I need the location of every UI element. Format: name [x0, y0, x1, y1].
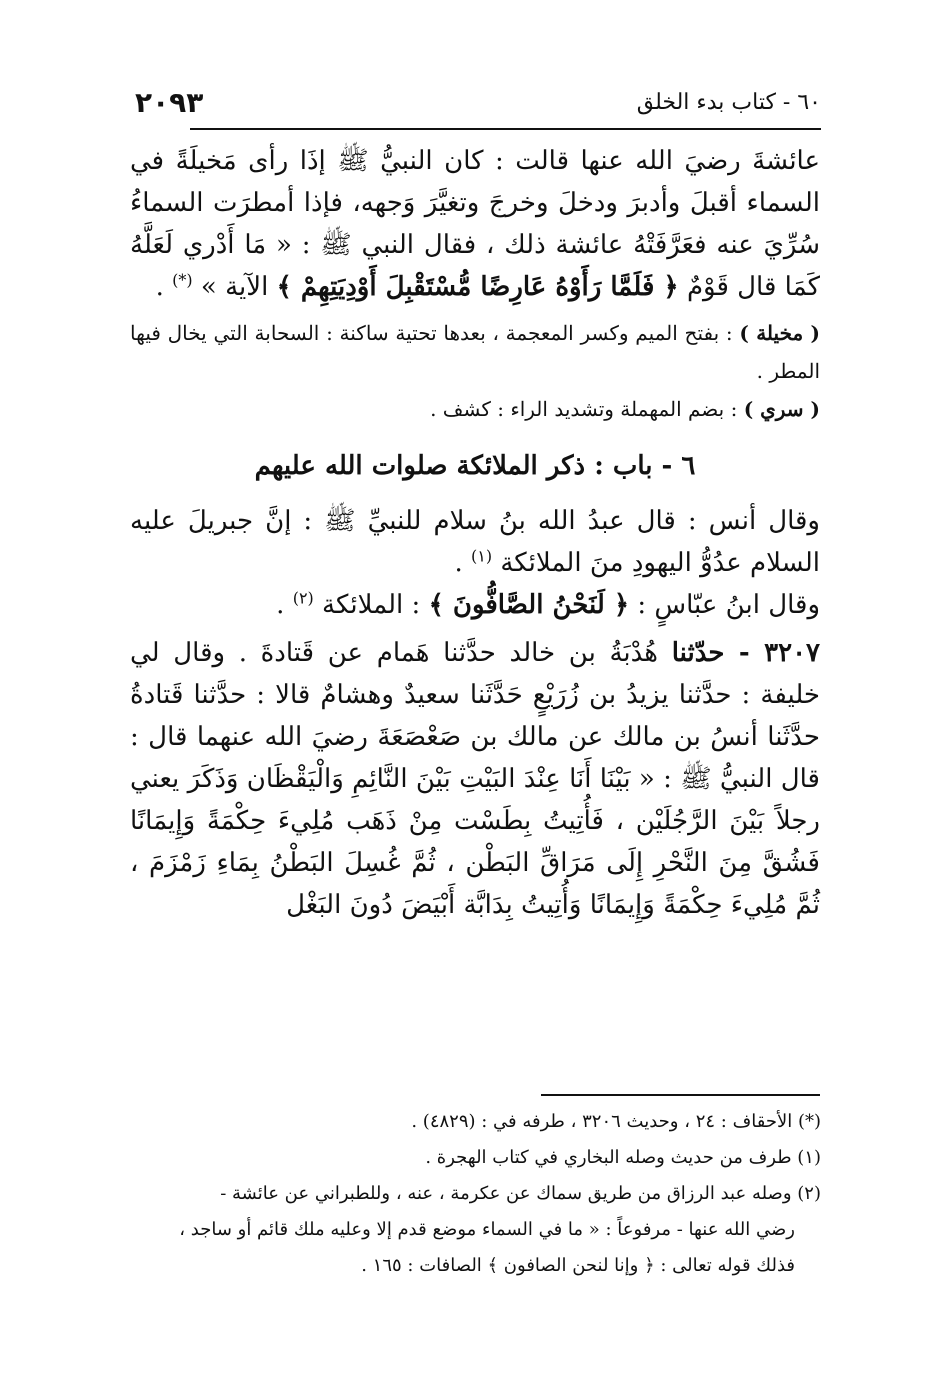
gloss-text: : بفتح الميم وكسر المعجمة ، بعدها تحتية ساكنة : السحابة التي يخال فيها المطر .: [130, 321, 820, 383]
hadith-text: هُدْبَةُ بن خالد حدَّثنا هَمام عن قَتادةَ . وقال لي خليفة : حدَّثنا يزيدُ بن زُرَيْعٍ حَدَّثَنا سعيدٌ وهشامٌ قالا : حدَّثنا قَتادةُ حدَّثَنا أنسُ بن مالك عن مالك بن صَعْصَعَةَ رضيَ الله عنهما قال : قال النبيُّ ﷺ : « بَيْنَا أَنَا عِنْدَ البَيْتِ بَيْنَ النَّائِمِ وَالْيَقْظَان وَذَكَرَ يعني رجلاً بَيْنَ الرَّجُلَيْن ، فَأُتِيتُ بِطَسْت مِنْ ذَهَب مُلِيءَ حِكْمَةً وَإِيمَانًا فَشُقَّ مِنَ النَّحْرِ إِلَى مَرَاقِّ البَطْن ، ثُمَّ غُسِلَ البَطْنُ بِمَاءِ زَمْزَمَ ، ثُمَّ مُلِيءَ حِكْمَةً وَإِيمَانًا وَأُتِيتُ بِدَابَّة أَبْيَضَ دُونَ البَغْل: [130, 638, 820, 920]
header-rule: [190, 128, 821, 130]
footnotes: [155, 1104, 821, 1284]
hadith-continuation: [130, 140, 820, 308]
punctuation: .: [155, 272, 164, 302]
page-header: [125, 84, 821, 124]
footnote-1: (١) طرف من حديث وصله البخاري في كتاب الهجرة .: [425, 1147, 821, 1168]
main-text: [130, 140, 820, 926]
footnote-ref-1: (١): [470, 546, 493, 566]
statement-start: وقال ابنُ عبّاسٍ :: [637, 590, 820, 620]
chapter-intro: [130, 500, 820, 584]
ibn-abbas-statement: [130, 584, 820, 626]
hadith-continuation-text: عائشةَ رضيَ الله عنها قالت : كان النبيُّ ﷺ إذَا رأى مَخيلَةً في السماء أقبلَ وأدبرَ ودخلَ وخرجَ وتغيَّرَ وَجهه، فإذا أمطرَت السماءُ سُرِّيَ عنه فعَرَّفَتْهُ عائشة ذلك ، فقال النبي ﷺ : « مَا أَدْري لَعَلَّهُ كَمَا قال قَوْمٌ: [130, 146, 820, 302]
punctuation: .: [276, 590, 285, 620]
punctuation: .: [454, 548, 463, 578]
footnote-marker-star: (*): [172, 270, 193, 290]
chapter-intro-text: وقال أنس : قال عبدُ الله بنُ سلام للنبيِّ ﷺ : إنَّ جبريلَ عليه السلام عدُوُّ اليهودِ منَ الملائكة: [130, 506, 820, 578]
gloss-note: [130, 390, 820, 428]
hadith-3207: [130, 632, 820, 926]
footnote-rule: [541, 1094, 820, 1096]
gloss-term: ( مخيلة ): [739, 321, 820, 345]
hadith-continuation-end: الآية »: [200, 272, 269, 302]
chapter-heading: ٦ - باب : ذكر الملائكة صلوات الله عليهم: [254, 451, 696, 481]
gloss-note: [130, 314, 820, 390]
quran-verse: ﴿ لَنَحْنُ الصَّافُّونَ ﴾: [428, 590, 630, 620]
quran-verse: ﴿ فَلَمَّا رَأَوْهُ عَارِضًا مُّسْتَقْبِلَ أَوْدِيَتِهِمْ ﴾: [276, 272, 679, 302]
running-title: ٦٠ - كتاب بدء الخلق: [636, 90, 821, 115]
gloss-term: ( سري ): [743, 397, 820, 421]
statement-end: : الملائكة: [322, 590, 421, 620]
hadith-number: ٣٢٠٧ - حدّثنا: [671, 638, 821, 668]
footnote-ref-2: (٢): [292, 588, 314, 608]
footnote-2-continued: رضي الله عنها - مرفوعاً : « ما في السماء موضع قدم إلا وعليه ملك قائم أو ساجد ، فذلك قوله تعالى : ﴿ وإنا لنحن الصافون ﴾ الصافات : ١٦٥ .: [179, 1219, 795, 1276]
footnote-star: (*) الأحقاف : ٢٤ ، وحديث ٣٢٠٦ ، طرفه في : (٤٨٢٩) .: [411, 1111, 821, 1132]
gloss-text: : بضم المهملة وتشديد الراء : كشف .: [430, 397, 738, 421]
page-number: ٢٠٩٣: [135, 86, 204, 119]
footnote-2: (٢) وصله عبد الرزاق من طريق سماك عن عكرمة ، عنه ، وللطبراني عن عائشة -: [220, 1183, 821, 1204]
